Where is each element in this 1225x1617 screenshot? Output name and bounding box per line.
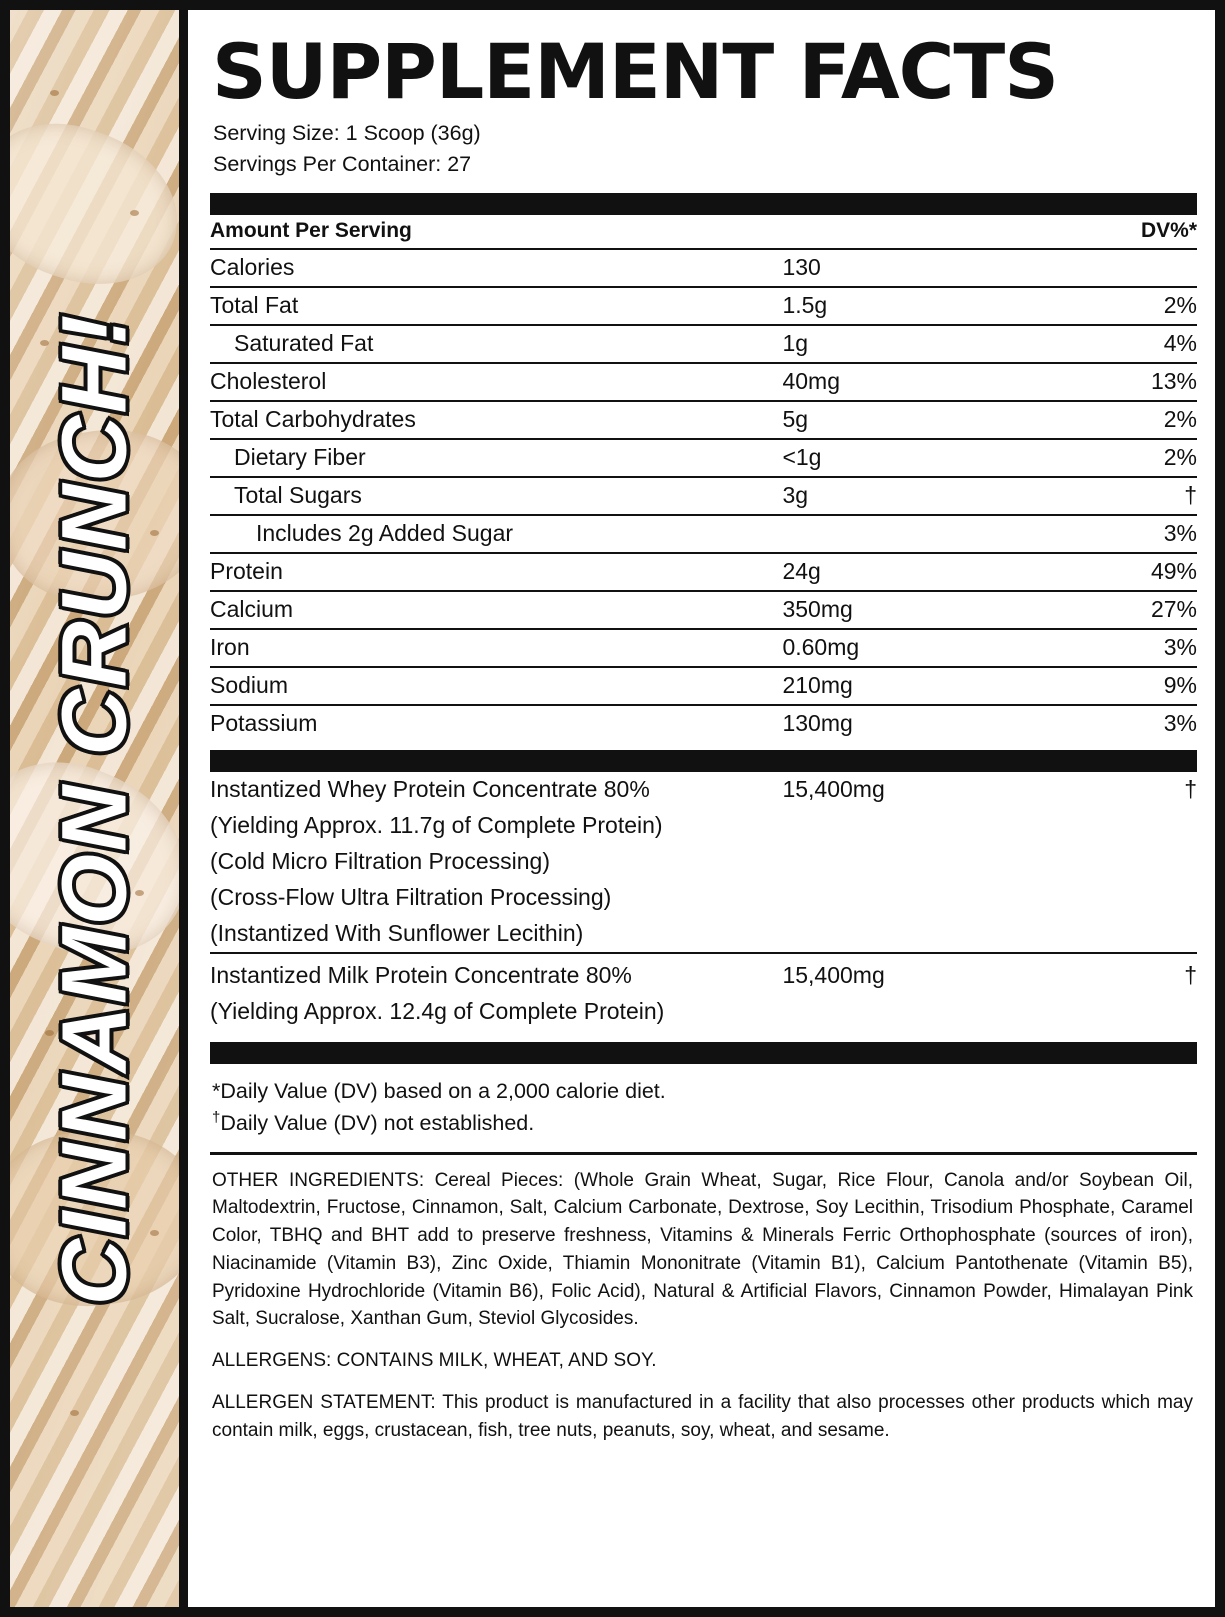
nutrient-name: Sodium [210,667,782,705]
spacer-cell [782,808,1019,844]
table-row [210,705,1197,742]
serving-size-label: Serving Size: 1 Scoop (36g) [213,121,481,146]
nutrient-name: Total Carbohydrates [210,401,782,439]
spacer-cell [782,880,1019,916]
nutrient-dv [1019,249,1197,287]
allergen-statement-text: ALLERGEN STATEMENT: This product is manufactured in a facility that also processes other products which may contain milk, eggs, crustacean, fish, tree nuts, peanuts, soy, wheat, and sesame. [212,1391,1193,1441]
nutrient-dv: 2% [1019,401,1197,439]
nutrient-value: 350mg [782,591,1019,629]
spacer-cell [1019,844,1197,880]
ingredient-subline: (Cold Micro Filtration Processing) [210,848,550,875]
table-header-row [210,215,1197,249]
nutrient-value: 130 [782,249,1019,287]
nutrient-name: Saturated Fat [210,325,782,363]
nutrient-name: Total Fat [210,287,782,325]
allergens-text: ALLERGENS: CONTAINS MILK, WHEAT, AND SOY. [212,1350,657,1372]
nutrient-name: Cholesterol [210,363,782,401]
table-row [210,401,1197,439]
ingredient-value: 15,400mg [782,962,885,989]
nutrient-name: Total Sugars [210,477,782,515]
cinnamon-speck [150,530,159,536]
ingredient-subline: (Instantized With Sunflower Lecithin) [210,916,782,953]
table-row [210,477,1197,515]
nutrient-dv: † [1019,477,1197,515]
dagger-symbol: † [212,1109,221,1127]
cinnamon-speck [50,90,59,96]
table-row [210,363,1197,401]
spacer-cell [782,994,1019,1030]
flavor-image-strip [10,10,188,1607]
nutrient-name: Calcium [210,591,782,629]
cinnamon-speck [130,210,139,216]
ingredient-subline: (Yielding Approx. 12.4g of Complete Protein) [210,998,665,1025]
nutrient-value: 0.60mg [782,629,1019,667]
other-ingredients-text: OTHER INGREDIENTS: Cereal Pieces: (Whole Grain Wheat, Sugar, Rice Flour, Canola and/or Soybean Oil, Maltodextrin, Fructose, Cinnamon, Salt, Calcium Carbonate, Dextrose, Soy Lecithin, Trisodium Phosphate, Caramel Color, TBHQ and BHT add to preserve freshness, Vitamins & Minerals Ferric Orthophosphate (sources of iron), Niacinamide (Vitamin B3), Zinc Oxide, Thiamin Mononitrate (Vitamin B1), Calcium Pantothenate (Vitamin B5), Pyridoxine Hydrochloride (Vitamin B6), Folic Acid), Natural & Artificial Flavors, Cinnamon Powder, Himalayan Pink Salt, Sucralose, Xanthan Gum, Steviol Glycosides. [212,1169,1193,1330]
spacer-cell [1019,880,1197,916]
footnotes [210,1064,1197,1152]
ingredient-subline-row [210,916,1197,953]
nutrient-name: Iron [210,629,782,667]
nutrient-value [782,515,1019,553]
nutrient-name: Dietary Fiber [210,439,782,477]
ingredient-value: 15,400mg [782,776,885,803]
dagger-footnote [212,1107,1197,1139]
ingredient-subline-row [210,808,1197,844]
ingredient-subline: (Cross-Flow Ultra Filtration Processing) [210,884,612,911]
nutrient-dv: 3% [1163,710,1197,737]
table-row [210,553,1197,591]
table-row [210,629,1197,667]
facts-content [188,10,1215,1607]
nutrient-dv: 9% [1019,667,1197,705]
ingredient-name: Instantized Milk Protein Concentrate 80% [210,962,632,989]
nutrition-table [210,215,1197,742]
ingredient-name: Instantized Whey Protein Concentrate 80% [210,776,650,803]
nutrient-dv: 2% [1019,287,1197,325]
divider-thick-bottom [210,1042,1197,1064]
spacer-cell [782,916,1019,953]
nutrient-value: 3g [782,477,1019,515]
nutrient-name: Protein [210,553,782,591]
col-spacer-header [782,215,1019,249]
spacer-cell [1019,916,1197,953]
servings-per-container-label: Servings Per Container: 27 [213,151,472,176]
table-row [210,439,1197,477]
table-row [210,287,1197,325]
nutrient-name: Calories [210,249,782,287]
cereal-piece [10,103,188,307]
table-row [210,515,1197,553]
dv-footnote: *Daily Value (DV) based on a 2,000 calorie diet. [212,1079,666,1104]
nutrient-dv: 49% [1019,553,1197,591]
nutrient-dv: 3% [1019,515,1197,553]
divider-thick-top [210,193,1197,215]
spacer-cell [1019,994,1197,1030]
table-row [210,667,1197,705]
nutrient-value: 210mg [782,667,1019,705]
ingredient-subline-row [210,880,1197,916]
table-row [210,325,1197,363]
nutrient-dv: 3% [1019,629,1197,667]
nutrient-dv: 2% [1019,439,1197,477]
nutrient-value: 5g [782,401,1019,439]
ingredient-subline: (Yielding Approx. 11.7g of Complete Protein) [210,812,663,839]
other-ingredients-section [210,1152,1197,1445]
table-row [210,591,1197,629]
nutrient-dv: 27% [1019,591,1197,629]
nutrient-value: 1.5g [782,287,1019,325]
dagger-footnote-text: Daily Value (DV) not established. [220,1111,535,1136]
col-amount-header: Amount Per Serving [210,215,782,249]
nutrient-value: 130mg [782,710,853,737]
flavor-name-label: CINNAMON CRUNCH! [43,312,145,1305]
nutrient-value: 24g [782,553,1019,591]
table-row [210,249,1197,287]
ingredient-dv: † [1184,962,1197,989]
cinnamon-speck [70,1410,79,1416]
nutrient-name: Potassium [210,710,318,737]
ingredient-subline-row [210,994,1197,1030]
ingredient-subline-row [210,844,1197,880]
nutrient-value: 1g [782,325,1019,363]
col-dv-header: DV%* [1019,215,1197,249]
page-title: SUPPLEMENT FACTS [212,27,1059,116]
nutrient-dv: 13% [1019,363,1197,401]
ingredient-table [210,772,1197,1030]
nutrient-name: Includes 2g Added Sugar [210,515,782,553]
spacer-cell [782,844,1019,880]
nutrient-value: <1g [782,439,1019,477]
ingredient-row [210,953,1197,994]
ingredient-row [210,772,1197,808]
ingredient-dv: † [1184,776,1197,803]
nutrient-value: 40mg [782,363,1019,401]
nutrient-dv: 4% [1019,325,1197,363]
divider-thick-middle [210,750,1197,772]
cinnamon-speck [150,1230,159,1236]
spacer-cell [1019,808,1197,844]
